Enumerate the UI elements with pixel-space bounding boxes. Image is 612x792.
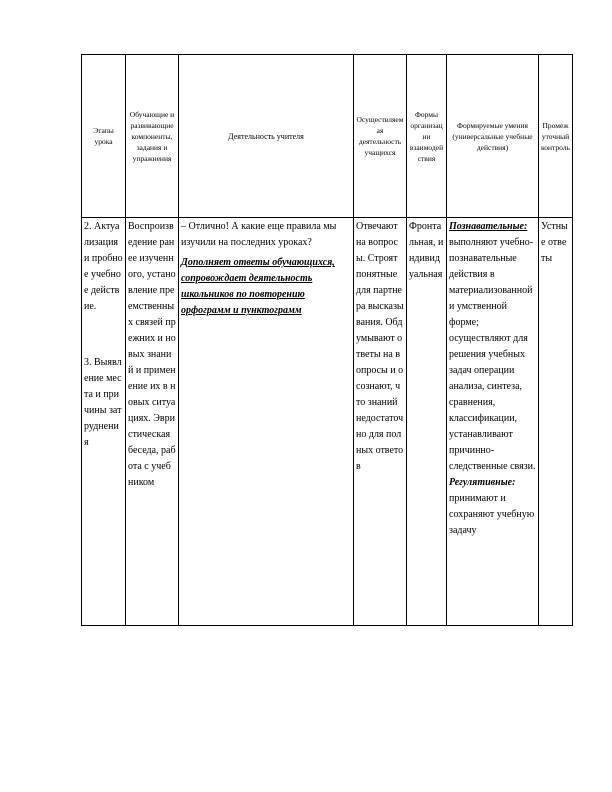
cell-control: Устные ответы [539, 218, 573, 626]
skills-cognitive-label: Познавательные: [449, 221, 528, 232]
header-interaction-forms: Формы организации взаимодействия [407, 55, 447, 218]
skills-regulatory-label: Регулятивные: [449, 477, 516, 488]
cell-student-activity: Отвечают на вопросы. Строят понятные для партнера высказывания. Обдумывают ответы на вопросы и осознают, что знаний недостаточно для полных ответов [354, 218, 407, 626]
teacher-note: Дополняет ответы обучающихся, сопровождает деятельность школьников по повторению орфограмм и пунктограмм [181, 257, 335, 316]
cell-interaction-forms: Фронтальная, индивидуальная [407, 218, 447, 626]
skills-regulatory-text: принимают и сохраняют учебную задачу [449, 493, 535, 536]
cell-stage [82, 218, 126, 626]
skills-cognitive-text: выполняют учебно-познавательные действия в материализованной и умственной форме; осуществляют для решения учебных задач операции анализа, синтеза, сравнения, классификации, устанавливают причинно-следственные связи. [449, 237, 536, 472]
header-teacher-activity: Деятельность учителя [179, 55, 354, 218]
header-exercises: Обучающие и развивающие компоненты, задания и упражнения [126, 55, 179, 218]
cell-exercises: Воспроизведение ранее изученного, установление преемственных связей прежних и новых знаний и применение их в новых ситуациях. Эвристическая беседа, работа с учебником [126, 218, 179, 626]
teacher-question: – Отлично! А какие еще правила мы изучили на последних уроках? [181, 221, 337, 248]
header-control: Промежуточный контроль [539, 55, 573, 218]
table-row [82, 218, 573, 626]
stage-3-text: 3. Выявление места и причины затруднения [84, 357, 122, 448]
cell-teacher-activity [179, 218, 354, 626]
header-student-activity: Осуществляемая деятельность учащихся [354, 55, 407, 218]
lesson-plan-table [81, 54, 573, 626]
header-stage: Этапы урока [82, 55, 126, 218]
cell-skills [447, 218, 539, 626]
stage-2-text: 2. Актуализация и пробное учебное действие. [84, 221, 123, 312]
header-row [82, 55, 573, 218]
header-skills: Формируемые умения (универсальные учебные действия) [447, 55, 539, 218]
